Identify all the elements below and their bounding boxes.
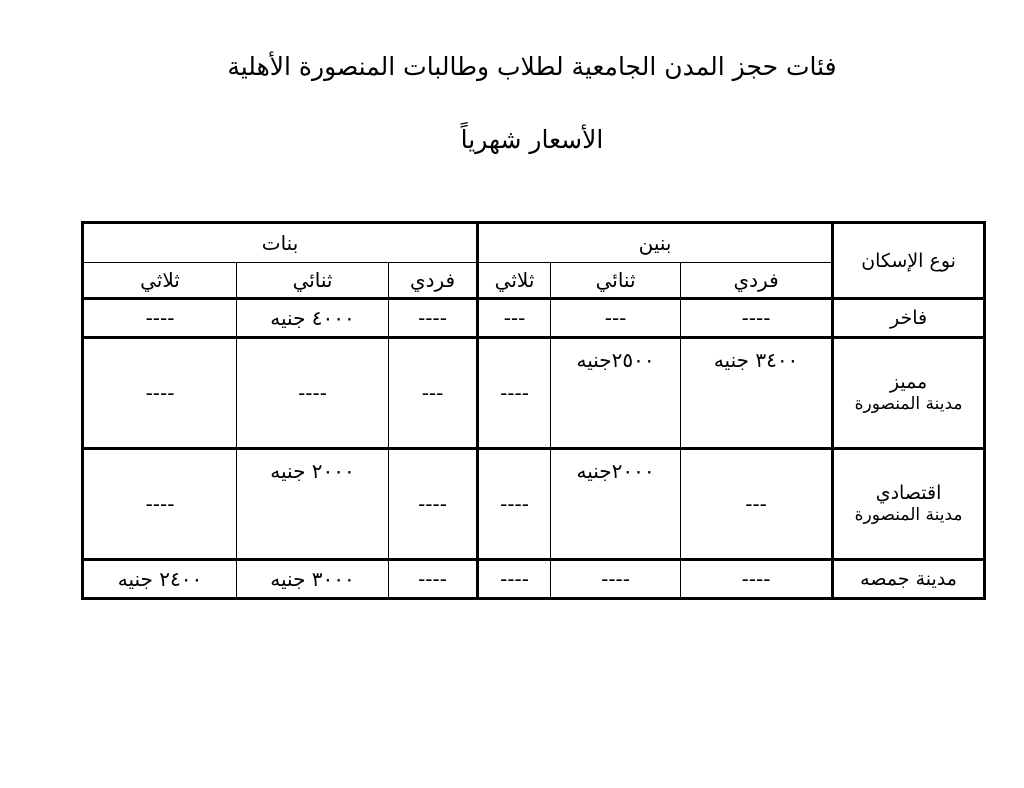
price-cell: ---- xyxy=(389,449,478,560)
housing-type-cell xyxy=(833,338,985,449)
housing-type-location: مدينة المنصورة xyxy=(854,394,963,414)
table-row xyxy=(83,449,985,560)
price-cell: ---- xyxy=(389,299,478,338)
girls-header: بنات xyxy=(83,223,478,263)
housing-type-name: مميز xyxy=(889,371,928,393)
housing-type-cell xyxy=(833,449,985,560)
housing-type-cell xyxy=(833,560,985,599)
price-cell: ٣٤٠٠ جنيه xyxy=(681,338,833,449)
housing-type-name: اقتصادي xyxy=(875,482,942,504)
price-cell: ---- xyxy=(681,560,833,599)
boys-double-header: ثنائي xyxy=(551,263,681,299)
table-row xyxy=(83,560,985,599)
housing-type-name: مدينة جمصه xyxy=(860,568,957,590)
price-cell: --- xyxy=(551,299,681,338)
price-cell: ---- xyxy=(551,560,681,599)
boys-triple-header: ثلاثي xyxy=(478,263,551,299)
document-title: فئات حجز المدن الجامعية لطلاب وطالبات المنصورة الأهلية xyxy=(227,52,837,81)
housing-type-header: نوع الإسكان xyxy=(833,223,985,299)
document-subtitle: الأسعار شهرياً xyxy=(460,125,604,154)
girls-triple-header: ثلاثي xyxy=(83,263,237,299)
girls-double-header: ثنائي xyxy=(237,263,389,299)
price-cell: ٢٠٠٠جنيه xyxy=(551,449,681,560)
price-cell: ٢٠٠٠ جنيه xyxy=(237,449,389,560)
price-cell: ---- xyxy=(478,338,551,449)
price-cell: ---- xyxy=(83,299,237,338)
table-header-row xyxy=(83,223,985,263)
price-cell: --- xyxy=(389,338,478,449)
boys-header: بنين xyxy=(478,223,833,263)
girls-single-header: فردي xyxy=(389,263,478,299)
housing-type-cell xyxy=(833,299,985,338)
price-cell: ٢٤٠٠ جنيه xyxy=(83,560,237,599)
housing-type-location: مدينة المنصورة xyxy=(854,505,963,525)
price-cell: --- xyxy=(478,299,551,338)
price-cell: ---- xyxy=(681,299,833,338)
price-cell: ---- xyxy=(83,338,237,449)
price-cell: ---- xyxy=(389,560,478,599)
pricing-table xyxy=(81,221,986,600)
price-cell: ---- xyxy=(237,338,389,449)
price-cell: ٢٥٠٠جنيه xyxy=(551,338,681,449)
price-cell: ٤٠٠٠ جنيه xyxy=(237,299,389,338)
housing-type-name: فاخر xyxy=(890,307,928,329)
price-cell: ---- xyxy=(478,449,551,560)
boys-single-header: فردي xyxy=(681,263,833,299)
price-cell: --- xyxy=(681,449,833,560)
table-row xyxy=(83,299,985,338)
price-cell: ٣٠٠٠ جنيه xyxy=(237,560,389,599)
table-row xyxy=(83,338,985,449)
price-cell: ---- xyxy=(478,560,551,599)
price-cell: ---- xyxy=(83,449,237,560)
